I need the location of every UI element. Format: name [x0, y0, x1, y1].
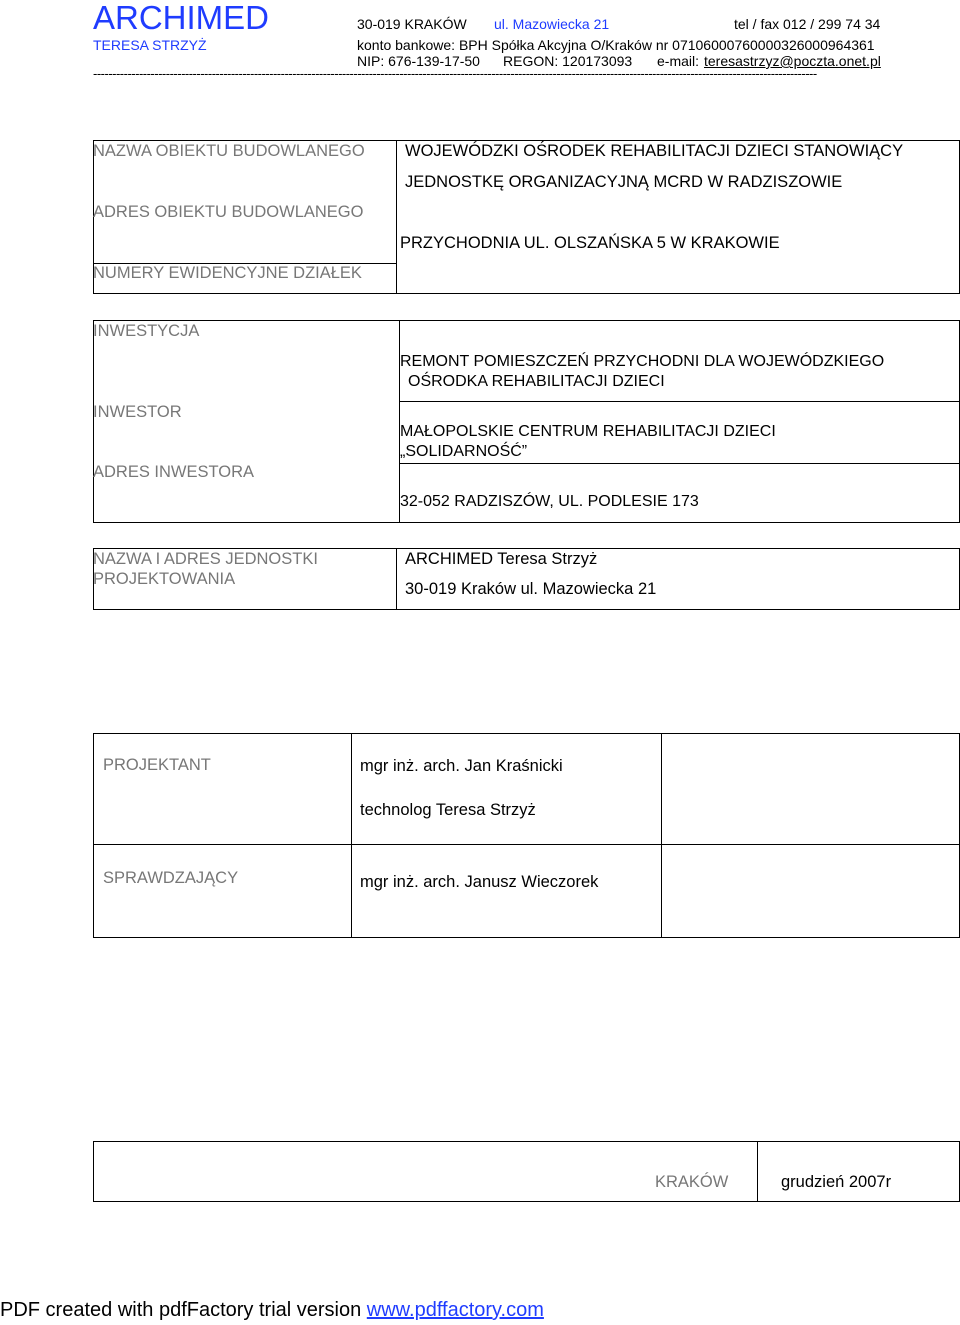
- company-brand: ARCHIMED: [93, 0, 270, 36]
- investor-address-value: 32-052 RADZISZÓW, UL. PODLESIE 173: [400, 493, 699, 510]
- investor-label: INWESTOR: [93, 403, 182, 421]
- plot-numbers-label: NUMERY EWIDENCYJNE DZIAŁEK: [93, 264, 362, 282]
- investor-value-line1: MAŁOPOLSKIE CENTRUM REHABILITACJI DZIECI: [400, 423, 776, 440]
- design-unit-address: 30-019 Kraków ul. Mazowiecka 21: [405, 580, 657, 598]
- object-name-line1: WOJEWÓDZKI OŚRODEK REHABILITACJI DZIECI STANOWIĄCY: [405, 142, 904, 160]
- investor-value-line2: „SOLIDARNOŚĆ”: [400, 443, 528, 460]
- signatures-divider-1: [351, 734, 352, 937]
- company-street: ul. Mazowiecka 21: [494, 16, 610, 32]
- company-regon: REGON: 120173093: [503, 53, 633, 69]
- object-table-divider: [396, 141, 397, 293]
- company-nip: NIP: 676-139-17-50: [357, 53, 480, 69]
- pdf-footer-text: PDF created with pdfFactory trial version: [0, 1299, 367, 1321]
- header-divider: ---------------------------------------------------------------------------------------------------------------------------------------------------------------------------------------------: [93, 66, 817, 81]
- investment-row-line-1: [399, 401, 960, 402]
- company-email-label: e-mail:: [657, 53, 700, 69]
- place-date-divider: [757, 1142, 758, 1201]
- place-value: KRAKÓW: [655, 1173, 729, 1191]
- design-unit-label-line2: PROJEKTOWANIA: [93, 570, 236, 588]
- investment-row-line-2: [399, 463, 960, 464]
- designer-name-1: mgr inż. arch. Jan Kraśnicki: [360, 757, 563, 775]
- designer-name-2: technolog Teresa Strzyż: [360, 801, 536, 819]
- date-value: grudzień 2007r: [781, 1173, 892, 1191]
- investment-value-line1: REMONT POMIESZCZEŃ PRZYCHODNI DLA WOJEWÓDZKIEGO: [400, 353, 885, 370]
- place-date-table: [93, 1141, 960, 1202]
- checker-label: SPRAWDZAJĄCY: [103, 869, 239, 887]
- design-unit-label-line1: NAZWA I ADRES JEDNOSTKI: [93, 550, 318, 568]
- investment-value-line2: OŚRODKA REHABILITACJI DZIECI: [408, 373, 665, 390]
- checker-name: mgr inż. arch. Janusz Wieczorek: [360, 873, 599, 891]
- pdf-footer-link[interactable]: www.pdffactory.com: [366, 1299, 544, 1321]
- investment-label: INWESTYCJA: [93, 322, 200, 340]
- signatures-row-line: [94, 844, 960, 845]
- investor-address-label: ADRES INWESTORA: [93, 463, 255, 481]
- object-name-label: NAZWA OBIEKTU BUDOWLANEGO: [93, 142, 365, 160]
- object-address-value: PRZYCHODNIA UL. OLSZAŃSKA 5 W KRAKOWIE: [400, 234, 780, 252]
- design-unit-table-divider: [396, 549, 397, 609]
- design-unit-name: ARCHIMED Teresa Strzyż: [405, 550, 598, 568]
- signatures-divider-2: [661, 734, 662, 937]
- company-bank-account: konto bankowe: BPH Spółka Akcyjna O/Kraków nr 07106000760000326000964361: [357, 37, 875, 53]
- pdf-footer: [0, 1299, 544, 1322]
- designer-label: PROJEKTANT: [103, 756, 211, 774]
- investment-table-divider: [399, 321, 400, 522]
- company-email-link[interactable]: teresastrzyz@poczta.onet.pl: [704, 53, 881, 69]
- object-name-line2: JEDNOSTKĘ ORGANIZACYJNĄ MCRD W RADZISZOWIE: [405, 173, 843, 191]
- company-phone: tel / fax 012 / 299 74 34: [734, 16, 881, 32]
- object-address-label: ADRES OBIEKTU BUDOWLANEGO: [93, 203, 364, 221]
- company-owner: TERESA STRZYŻ: [93, 37, 207, 53]
- company-city: 30-019 KRAKÓW: [357, 16, 467, 32]
